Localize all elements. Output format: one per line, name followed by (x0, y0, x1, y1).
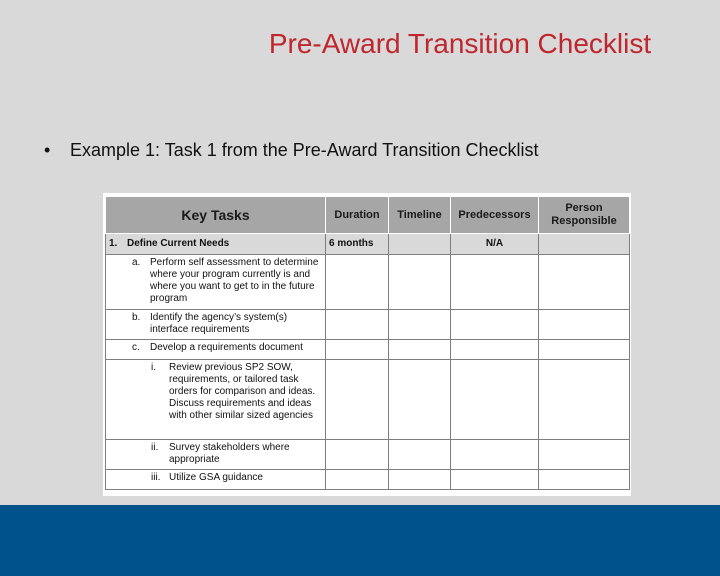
header-timeline: Timeline (389, 197, 451, 234)
predecessors-cell (451, 310, 539, 340)
timeline-cell (389, 360, 451, 440)
subtask-text: Survey stakeholders where appropriate (169, 442, 290, 465)
predecessors-cell (451, 360, 539, 440)
predecessors-cell (451, 440, 539, 470)
timeline-cell (389, 340, 451, 360)
table-row (106, 255, 630, 310)
table-row (106, 440, 630, 470)
timeline-cell (389, 255, 451, 310)
section-task: Define Current Needs (127, 238, 230, 249)
section-row (106, 234, 630, 255)
timeline-cell (389, 440, 451, 470)
table-row (106, 340, 630, 360)
duration-cell (326, 470, 389, 490)
person-cell (539, 310, 630, 340)
duration-cell (326, 340, 389, 360)
table-row (106, 360, 630, 440)
task-cell (106, 340, 326, 360)
header-duration: Duration (326, 197, 389, 234)
task-label: c. (132, 342, 140, 353)
subtask-cell (106, 360, 326, 440)
table-row (106, 470, 630, 490)
task-text: Perform self assessment to determine where your program currently is and where you want to get to in the future program (150, 257, 319, 304)
task-label: b. (132, 312, 141, 323)
subtask-label: iii. (151, 472, 161, 483)
section-task-cell (106, 234, 326, 255)
subtask-cell (106, 470, 326, 490)
slide-title: Pre-Award Transition Checklist (268, 28, 652, 59)
section-timeline (389, 234, 451, 255)
person-cell (539, 255, 630, 310)
checklist-table-image (103, 193, 631, 496)
task-cell (106, 255, 326, 310)
footer-bar (0, 505, 720, 576)
person-cell (539, 470, 630, 490)
timeline-cell (389, 470, 451, 490)
task-text: Develop a requirements document (150, 342, 303, 353)
person-cell (539, 360, 630, 440)
subtask-label: ii. (151, 442, 159, 453)
section-predecessors: N/A (451, 234, 539, 255)
task-cell (106, 310, 326, 340)
checklist-table (105, 196, 630, 490)
header-person-responsible: Person Responsible (539, 197, 630, 234)
duration-cell (326, 440, 389, 470)
duration-cell (326, 255, 389, 310)
header-key-tasks: Key Tasks (106, 197, 326, 234)
table-row (106, 310, 630, 340)
subtask-cell (106, 440, 326, 470)
section-number: 1. (109, 238, 118, 249)
timeline-cell (389, 310, 451, 340)
task-text: Identify the agency’s system(s) interface requirements (150, 312, 288, 335)
task-label: a. (132, 257, 141, 268)
bullet-item (44, 140, 539, 161)
person-cell (539, 340, 630, 360)
person-cell (539, 440, 630, 470)
predecessors-cell (451, 255, 539, 310)
subtask-text: Review previous SP2 SOW, requirements, or tailored task orders for comparison and ideas. Discuss requirements and ideas with other similar sized agencies (169, 362, 316, 421)
table-header-row (106, 197, 630, 234)
predecessors-cell (451, 340, 539, 360)
bullet-dot: • (44, 140, 51, 160)
section-person (539, 234, 630, 255)
duration-cell (326, 310, 389, 340)
section-duration: 6 months (326, 234, 389, 255)
subtask-text: Utilize GSA guidance (169, 472, 263, 483)
duration-cell (326, 360, 389, 440)
header-predecessors: Predecessors (451, 197, 539, 234)
predecessors-cell (451, 470, 539, 490)
bullet-text: Example 1: Task 1 from the Pre-Award Transition Checklist (70, 140, 539, 160)
subtask-label: i. (151, 362, 156, 373)
